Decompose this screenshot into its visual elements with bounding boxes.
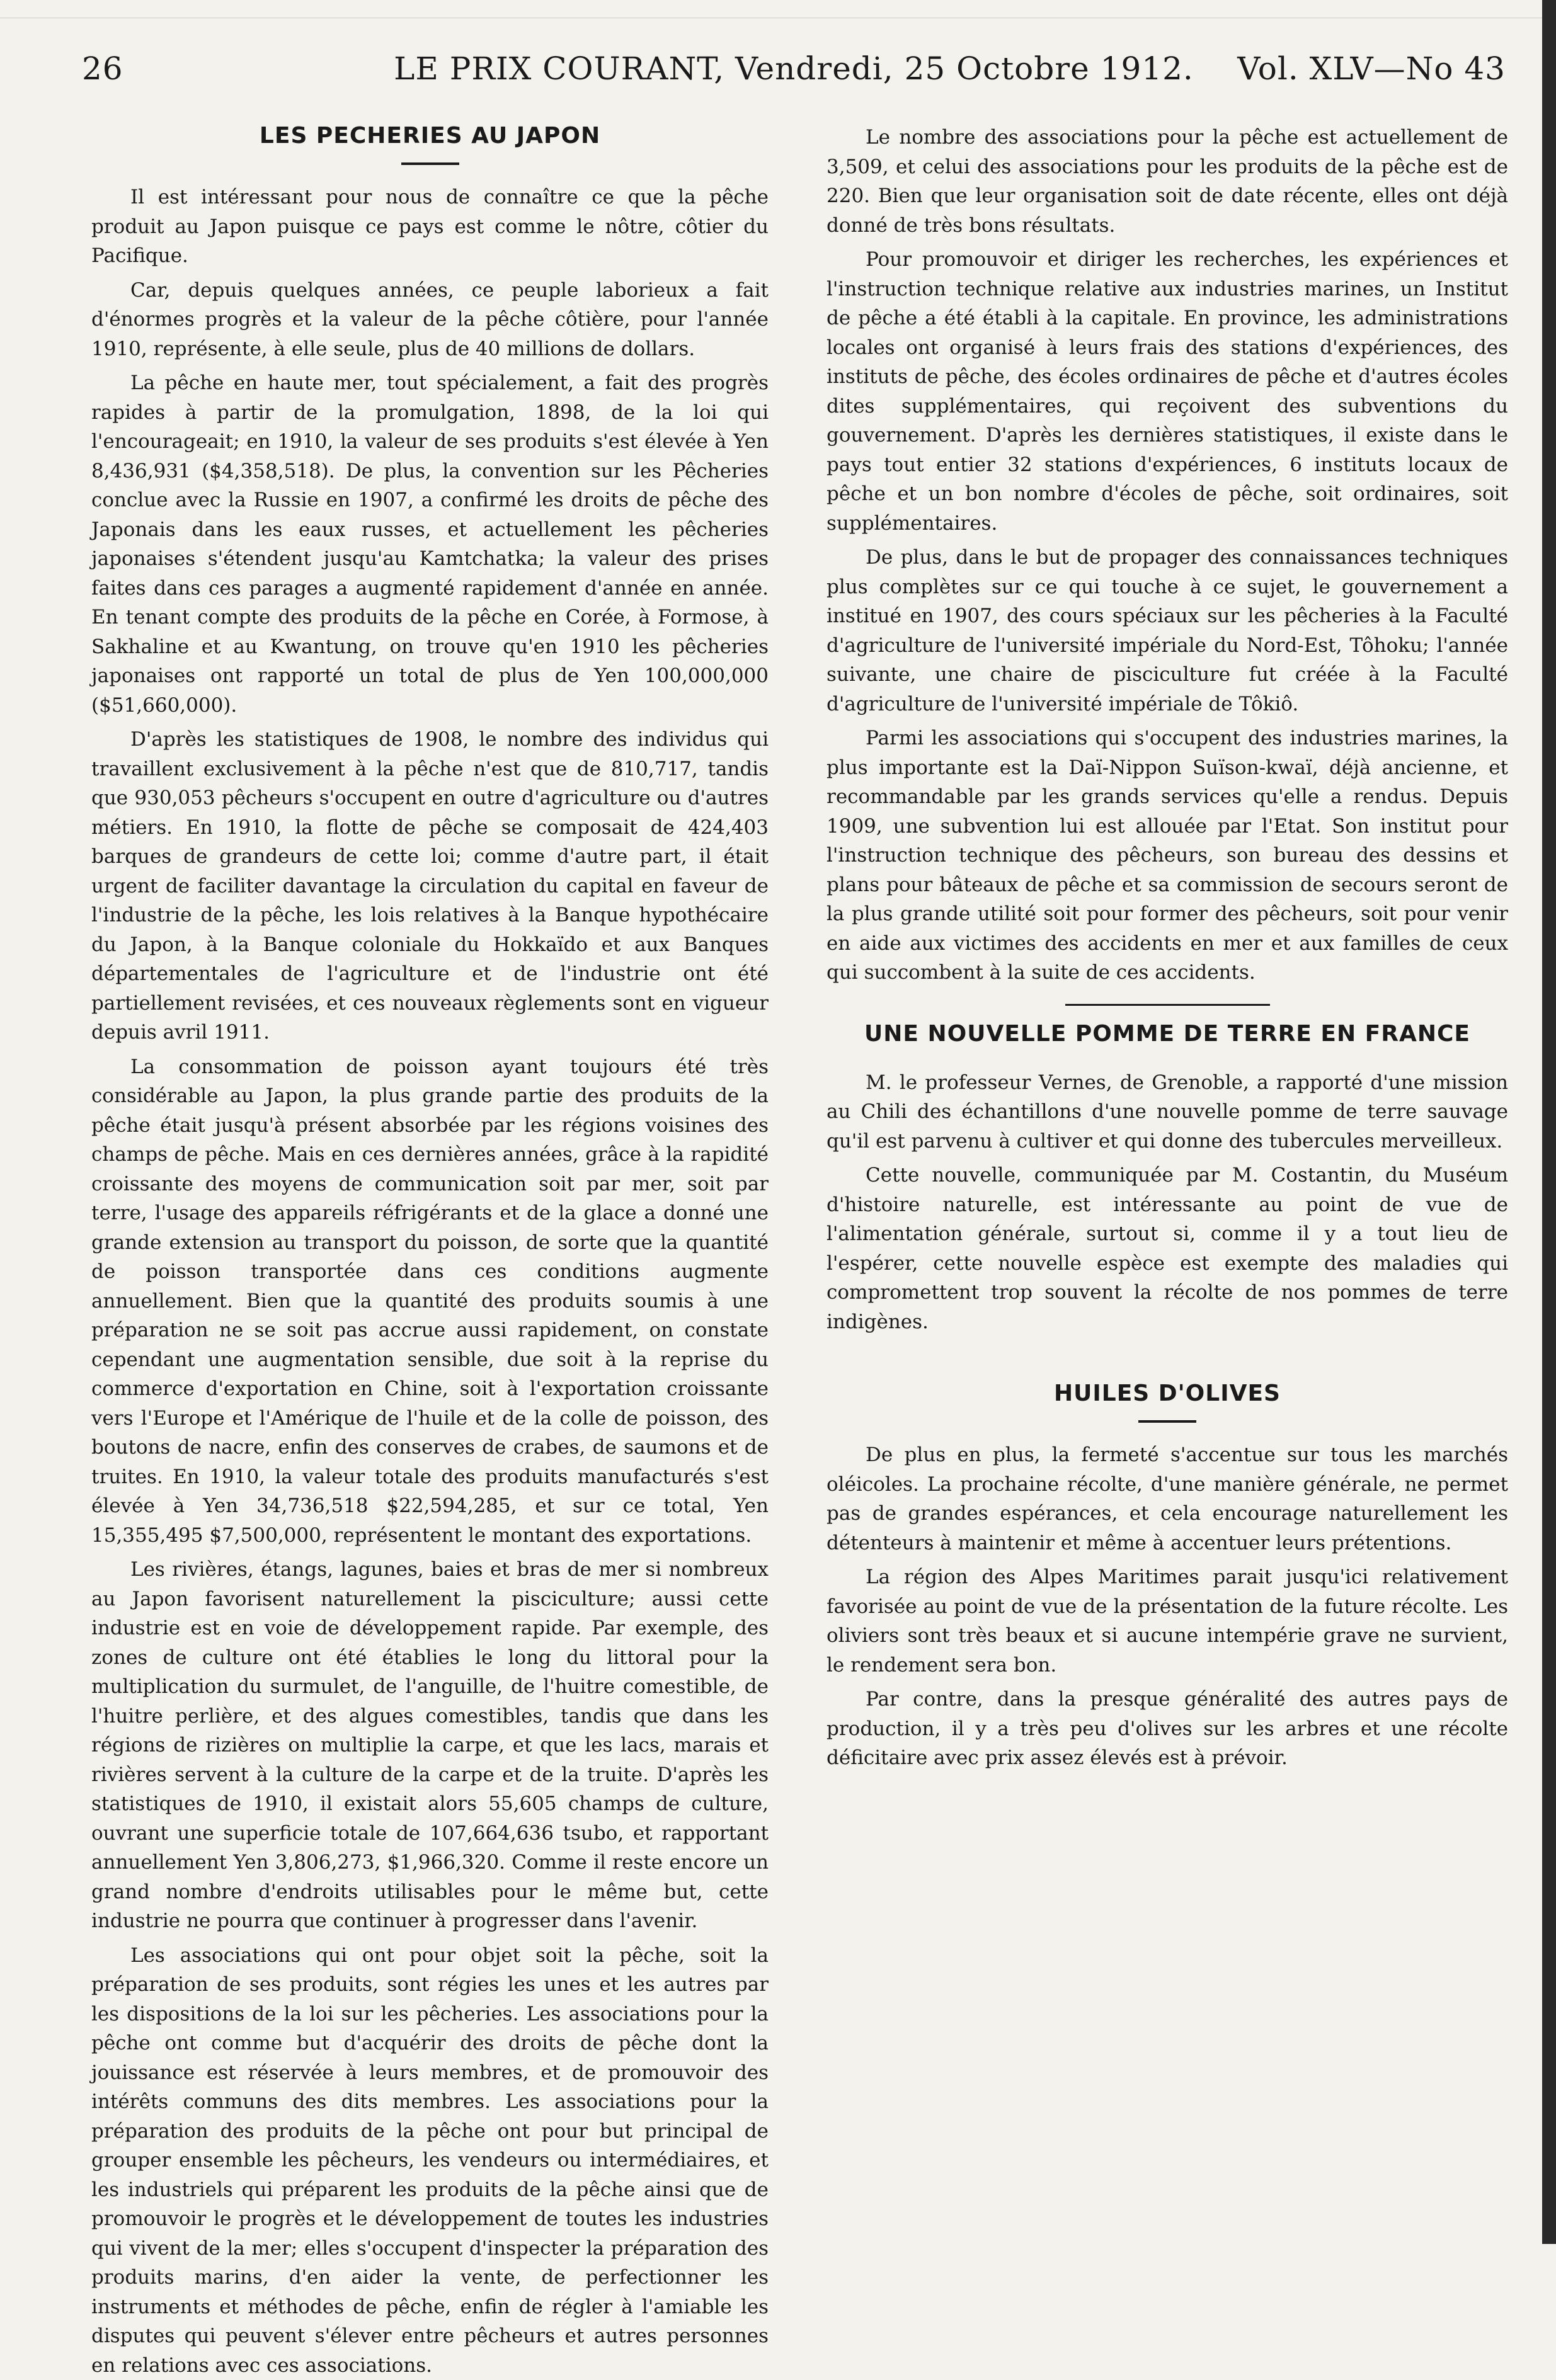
paragraph: De plus en plus, la fermeté s'accentue sur tous les marchés oléicoles. La prochaine récolte, d'une manière générale, ne permet pas de grandes espérances, et cela encourage naturellement les détenteurs à maintenir et même à accentuer leurs prétentions. <box>827 1440 1508 1557</box>
article-separator <box>1065 1004 1270 1006</box>
article-title-huiles: HUILES D'OLIVES <box>827 1381 1508 1406</box>
page-number: 26 <box>82 50 123 87</box>
paragraph: La consommation de poisson ayant toujours été très considérable au Japon, la plus grande partie des produits de la pêche était jusqu'à présent absorbée par les régions voisines des champs de pêche. Mais en ces dernières années, grâce à la rapidité croissante des moyens de communication soit par mer, soit par terre, l'usage des appareils réfrigérants et de la glace a donné une grande extension au transport du poisson, de sorte que la quantité de poisson transportée dans ces conditions augmente annuellement. Bien que la quantité des produits soumis à une préparation ne se soit pas accrue aussi rapidement, on constate cependant une augmentation sensible, due soit à la reprise du commerce d'exportation en Chine, soit à l'exportation croissante vers l'Europe et l'Amérique de l'huile et de la colle de poisson, des boutons de nacre, enfin des conserves de crabes, de saumons et de truites. En 1910, la valeur totale des produits manufacturés s'est élevée à Yen 34,736,518 $22,594,285, et sur ce total, Yen 15,355,495 $7,500,000, représentent le montant des exportations. <box>91 1052 769 1551</box>
paragraph: Cette nouvelle, communiquée par M. Costantin, du Muséum d'histoire naturelle, est intéressante au point de vue de l'alimentation générale, surtout si, comme il y a tout lieu de l'espérer, cette nouvelle espèce est exempte des maladies qui compromettent trop souvent la récolte de nos pommes de terre indigènes. <box>827 1161 1508 1336</box>
right-column <box>827 123 1508 1773</box>
paragraph: Le nombre des associations pour la pêche est actuellement de 3,509, et celui des associations pour les produits de la pêche est de 220. Bien que leur organisation soit de date récente, elles ont déjà donné de très bons résultats. <box>827 123 1508 240</box>
spacer <box>827 1047 1508 1068</box>
journal-title: LE PRIX COURANT, Vendredi, 25 Octobre 1912. <box>82 50 1506 87</box>
title-rule <box>401 162 459 165</box>
paragraph: D'après les statistiques de 1908, le nombre des individus qui travaillent exclusivement à la pêche n'est que de 810,717, tandis que 930,053 pêcheurs s'occupent en outre d'agriculture ou d'autres métiers. En 1910, la flotte de pêche se composait de 424,403 barques de grandeurs de cette loi; comme d'autre part, il était urgent de faciliter davantage la circulation du capital en faveur de l'industrie de la pêche, les lois relatives à la Banque hypothécaire du Japon, à la Banque coloniale du Hokkaïdo et aux Banques départementales de l'agriculture et de l'industrie ont été partiellement revisées, et ces nouveaux règlements sont en vigueur depuis avril 1911. <box>91 725 769 1047</box>
page-edge-shadow <box>1542 0 1556 2244</box>
article-title-pecheries: LES PECHERIES AU JAPON <box>91 123 769 149</box>
paragraph: Pour promouvoir et diriger les recherches, les expériences et l'instruction technique relative aux industries marines, un Institut de pêche a été établi à la capitale. En province, les administrations locales ont organisé à leurs frais des stations d'expériences, des instituts de pêche, des écoles ordinaires de pêche et d'autres écoles dites supplémentaires, qui reçoivent des subventions du gouvernement. D'après les dernières statistiques, il existe dans le pays tout entier 32 stations d'expériences, 6 instituts locaux de pêche et un bon nombre d'écoles de pêche, soit ordinaires, soit supplémentaires. <box>827 245 1508 538</box>
left-column <box>91 123 769 2380</box>
paragraph: La pêche en haute mer, tout spécialement, a fait des progrès rapides à partir de la promulgation, 1898, de la loi qui l'encourageait; en 1910, la valeur de ses produits s'est élevée à Yen 8,436,931 ($4,358,518). De plus, la convention sur les Pêcheries conclue avec la Russie en 1907, a confirmé les droits de pêche des Japonais dans les eaux russes, et actuellement les pêcheries japonaises s'étendent jusqu'au Kamtchatka; la valeur des prises faites dans ces parages a augmenté rapidement d'année en année. En tenant compte des produits de la pêche en Corée, à Formose, à Sakhaline et au Kwantung, on trouve qu'en 1910 les pêcheries japonaises ont rapporté un total de plus de Yen 100,000,000 ($51,660,000). <box>91 368 769 720</box>
title-rule <box>1138 1420 1196 1423</box>
paragraph: Parmi les associations qui s'occupent des industries marines, la plus importante est la Daï-Nippon Suïson-kwaï, déjà ancienne, et recommandable par les grands services qu'elle a rendus. Depuis 1909, une subvention lui est allouée par l'Etat. Son institut pour l'instruction technique des pêcheurs, son bureau des dessins et plans pour bâteaux de pêche et sa commission de secours seront de la plus grande utilité soit pour former des pêcheurs, soit pour venir en aide aux victimes des accidents en mer et aux familles de ceux qui succombent à la suite de ces accidents. <box>827 724 1508 988</box>
paragraph: Les rivières, étangs, lagunes, baies et bras de mer si nombreux au Japon favorisent naturellement la pisciculture; aussi cette industrie est en voie de développement rapide. Par exemple, des zones de culture ont été établies le long du littoral pour la multiplication du surmulet, de l'anguille, de l'huitre comestible, de l'huitre perlière, et des algues comestibles, tandis que dans les régions de rizières on multiplie la carpe, et que les lacs, marais et rivières servent à la culture de la carpe et de la truite. D'après les statistiques de 1910, il existait alors 55,605 champs de culture, ouvrant une superficie totale de 107,664,636 tsubo, et rapportant annuellement Yen 3,806,273, $1,966,320. Comme il reste encore un grand nombre d'endroits utilisables pour le même but, cette industrie ne pourra que continuer à progresser dans l'avenir. <box>91 1555 769 1936</box>
paragraph: De plus, dans le but de propager des connaissances techniques plus complètes sur ce qui touche à ce sujet, le gouvernement a institué en 1907, des cours spéciaux sur les pêcheries à la Faculté d'agriculture de l'université impériale du Nord-Est, Tôhoku; l'année suivante, une chaire de pisciculture fut créée à la Faculté d'agriculture de l'université impériale de Tôkiô. <box>827 543 1508 719</box>
article-title-pomme-de-terre: UNE NOUVELLE POMME DE TERRE EN FRANCE <box>827 1021 1508 1047</box>
paragraph: Il est intéressant pour nous de connaître ce que la pêche produit au Japon puisque ce pays est comme le nôtre, côtier du Pacifique. <box>91 183 769 271</box>
paragraph: M. le professeur Vernes, de Grenoble, a rapporté d'une mission au Chili des échantillons d'une nouvelle pomme de terre sauvage qu'il est parvenu à cultiver et qui donne des tubercules merveilleux. <box>827 1068 1508 1156</box>
paragraph: Par contre, dans la presque généralité des autres pays de production, il y a très peu d'olives sur les arbres et une récolte déficitaire avec prix assez élevés est à prévoir. <box>827 1685 1508 1773</box>
volume-number: Vol. XLV—No 43 <box>1237 50 1506 87</box>
paragraph: La région des Alpes Maritimes parait jusqu'ici relativement favorisée au point de vue de la présentation de la future récolte. Les oliviers sont très beaux et si aucune intempérie grave ne survient, le rendement sera bon. <box>827 1563 1508 1680</box>
paragraph: Car, depuis quelques années, ce peuple laborieux a fait d'énormes progrès et la valeur de la pêche côtière, pour l'année 1910, représente, à elle seule, plus de 40 millions de dollars. <box>91 276 769 364</box>
paragraph: Les associations qui ont pour objet soit la pêche, soit la préparation de ses produits, sont régies les unes et les autres par les dispositions de la loi sur les pêcheries. Les associations pour la pêche ont comme but d'acquérir des droits de pêche dont la jouissance est réservée à leurs membres, et de promouvoir des intérêts communs des dits membres. Les associations pour la préparation des produits de la pêche ont pour but principal de grouper ensemble les pêcheurs, les vendeurs ou intermédiaires, et les industriels qui préparent les produits de la pêche ainsi que de promouvoir le progrès et le développement de toutes les industries qui vivent de la mer; elles s'occupent d'inspecter la préparation des produits marins, d'en aider la vente, de perfectionner les instruments et méthodes de pêche, enfin de régler à l'amiable les disputes qui peuvent s'élever entre pêcheurs et autres personnes en relations avec ces associations. <box>91 1941 769 2380</box>
running-header <box>82 50 1506 101</box>
spacer <box>827 1336 1508 1381</box>
